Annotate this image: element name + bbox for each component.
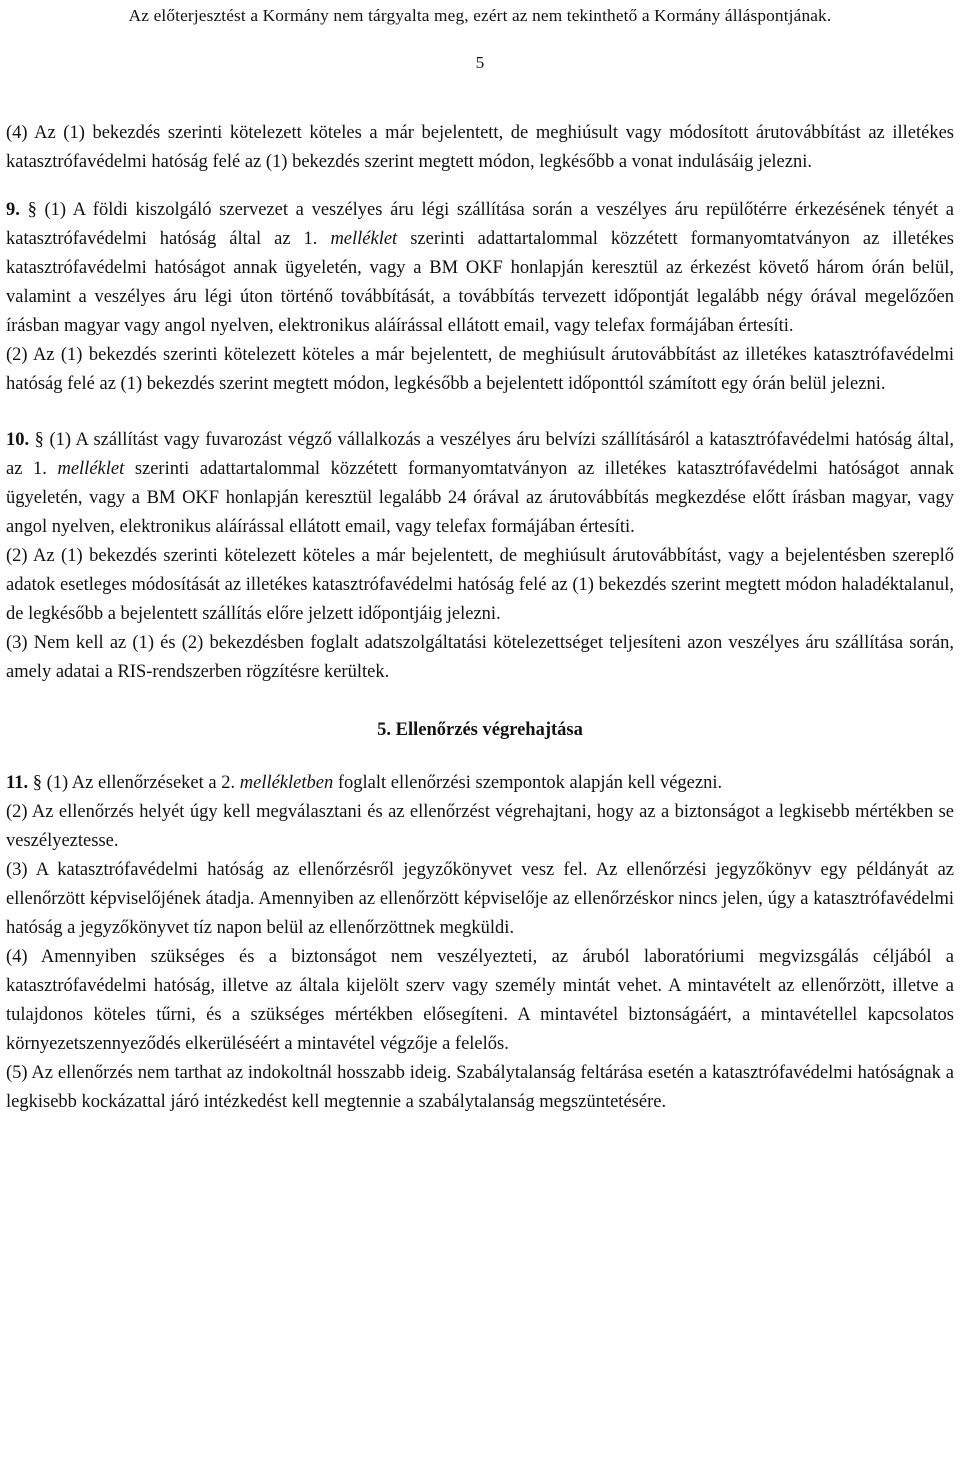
paragraph-text: szerinti adattartalommal közzétett formanyomtatványon az illetékes katasztrófavédelmi hatóságot annak ügyeletén, vagy a BM OKF honlapján keresztül az érkezést követő három órán belül, valamint a veszélyes áru légi úton történő továbbítását, a továbbítás tervezett időpontját legalább négy órával megelőzően írásban magyar vagy angol nyelven, elektronikus aláírással ellátott email, vagy telefax formájában értesíti. [6, 229, 954, 336]
section-11-paragraph-1 [6, 769, 954, 798]
section-11-paragraph-4: (4) Amennyiben szükséges és a biztonságot nem veszélyezteti, az áruból laboratóriumi megvizsgálás céljából a katasztrófavédelmi hatóság, illetve az általa kijelölt szerv vagy személy mintát vehet. A mintavételt az ellenőrzött, illetve a tulajdonos köteles tűrni, és a szükséges mértékben elősegíteni. A mintavétel biztonságáért, a mintavétellel kapcsolatos környezetszennyeződés elkerüléséért a mintavétel végzője a felelős. [6, 947, 954, 1054]
page-number: 5 [475, 53, 485, 72]
section-11-paragraph-3: (3) A katasztrófavédelmi hatóság az ellenőrzésről jegyzőkönyvet vesz fel. Az ellenőrzési jegyzőkönyv egy példányát az ellenőrzött képviselőjének átadja. Amennyiben az ellenőrzött képviselője az ellenőrzéskor nincs jelen, úgy a katasztrófavédelmi hatóság a jegyzőkönyvet tíz napon belül az ellenőrzöttnek megküldi. [6, 860, 954, 938]
paragraph-text: § (1) A földi kiszolgáló szervezet a veszélyes áru légi szállítása során a veszélyes áru repülőtérre érkezésének tényét a katasztrófavédelmi hatóság által az 1. [6, 200, 954, 249]
annex-reference: melléklet [330, 229, 398, 249]
annex-reference: melléklet [57, 459, 125, 479]
section-number: 10. [6, 430, 30, 450]
section-11-paragraph-2: (2) Az ellenőrzés helyét úgy kell megválasztani és az ellenőrzést végrehajtani, hogy az a biztonságot a legkisebb mértékben se veszélyeztesse. [6, 802, 954, 851]
section-number: 9. [6, 200, 20, 220]
paragraph-text: § (1) A szállítást vagy fuvarozást végző vállalkozás a veszélyes áru belvízi szállításáról a katasztrófavédelmi hatóság által, az 1. [6, 430, 954, 479]
section-10-paragraph-1 [6, 426, 954, 542]
section-10-paragraph-2: (2) Az (1) bekezdés szerinti kötelezett köteles a már bejelentett, de meghiúsult árutovábbítást, vagy a bejelentésben szereplő adatok esetleges módosítását az illetékes katasztrófavédelmi hatóság felé az (1) bekezdés szerint megtett módon haladéktalanul, de legkésőbb a bejelentett szállítás előre jelzett időpontjáig jelezni. [6, 546, 954, 624]
government-notice: Az előterjesztést a Kormány nem tárgyalta meg, ezért az nem tekinthető a Kormány álláspontjának. [128, 6, 832, 25]
paragraph-8-4: (4) Az (1) bekezdés szerinti kötelezett köteles a már bejelentett, de meghiúsult vagy módosított árutovábbítást az illetékes katasztrófavédelmi hatóság felé az (1) bekezdés szerint megtett módon, legkésőbb a vonat indulásáig jelezni. [6, 123, 954, 172]
section-9-paragraph-1 [6, 196, 954, 341]
annex-reference: mellékletben [239, 773, 334, 793]
chapter-heading: 5. Ellenőrzés végrehajtása [377, 720, 583, 740]
section-9-paragraph-2: (2) Az (1) bekezdés szerinti kötelezett köteles a már bejelentett, de meghiúsult árutovábbítást az illetékes katasztrófavédelmi hatóság felé az (1) bekezdés szerint megtett módon, legkésőbb a bejelentett időponttól számított egy órán belül jelezni. [6, 345, 954, 394]
paragraph-text: foglalt ellenőrzési szempontok alapján kell végezni. [333, 773, 723, 793]
section-10-paragraph-3: (3) Nem kell az (1) és (2) bekezdésben foglalt adatszolgáltatási kötelezettséget teljesíteni azon veszélyes áru szállítása során, amely adatai a RIS-rendszerben rögzítésre kerültek. [6, 633, 954, 682]
section-number: 11. [6, 773, 29, 793]
section-11-paragraph-5: (5) Az ellenőrzés nem tarthat az indokoltnál hosszabb ideig. Szabálytalanság feltárása esetén a katasztrófavédelmi hatóságnak a legkisebb kockázattal járó intézkedést kell megtennie a szabálytalanság megszüntetésére. [6, 1063, 954, 1112]
paragraph-text: szerinti adattartalommal közzétett formanyomtatványon az illetékes katasztrófavédelmi hatóságot annak ügyeletén, vagy a BM OKF honlapján keresztül legalább 24 órával az árutovábbítás megkezdése előtt írásban magyar, vagy angol nyelven, elektronikus aláírással ellátott email, vagy telefax formájában értesíti. [6, 459, 954, 537]
document-body [6, 119, 954, 1117]
paragraph-text: § (1) Az ellenőrzéseket a 2. [32, 773, 240, 793]
